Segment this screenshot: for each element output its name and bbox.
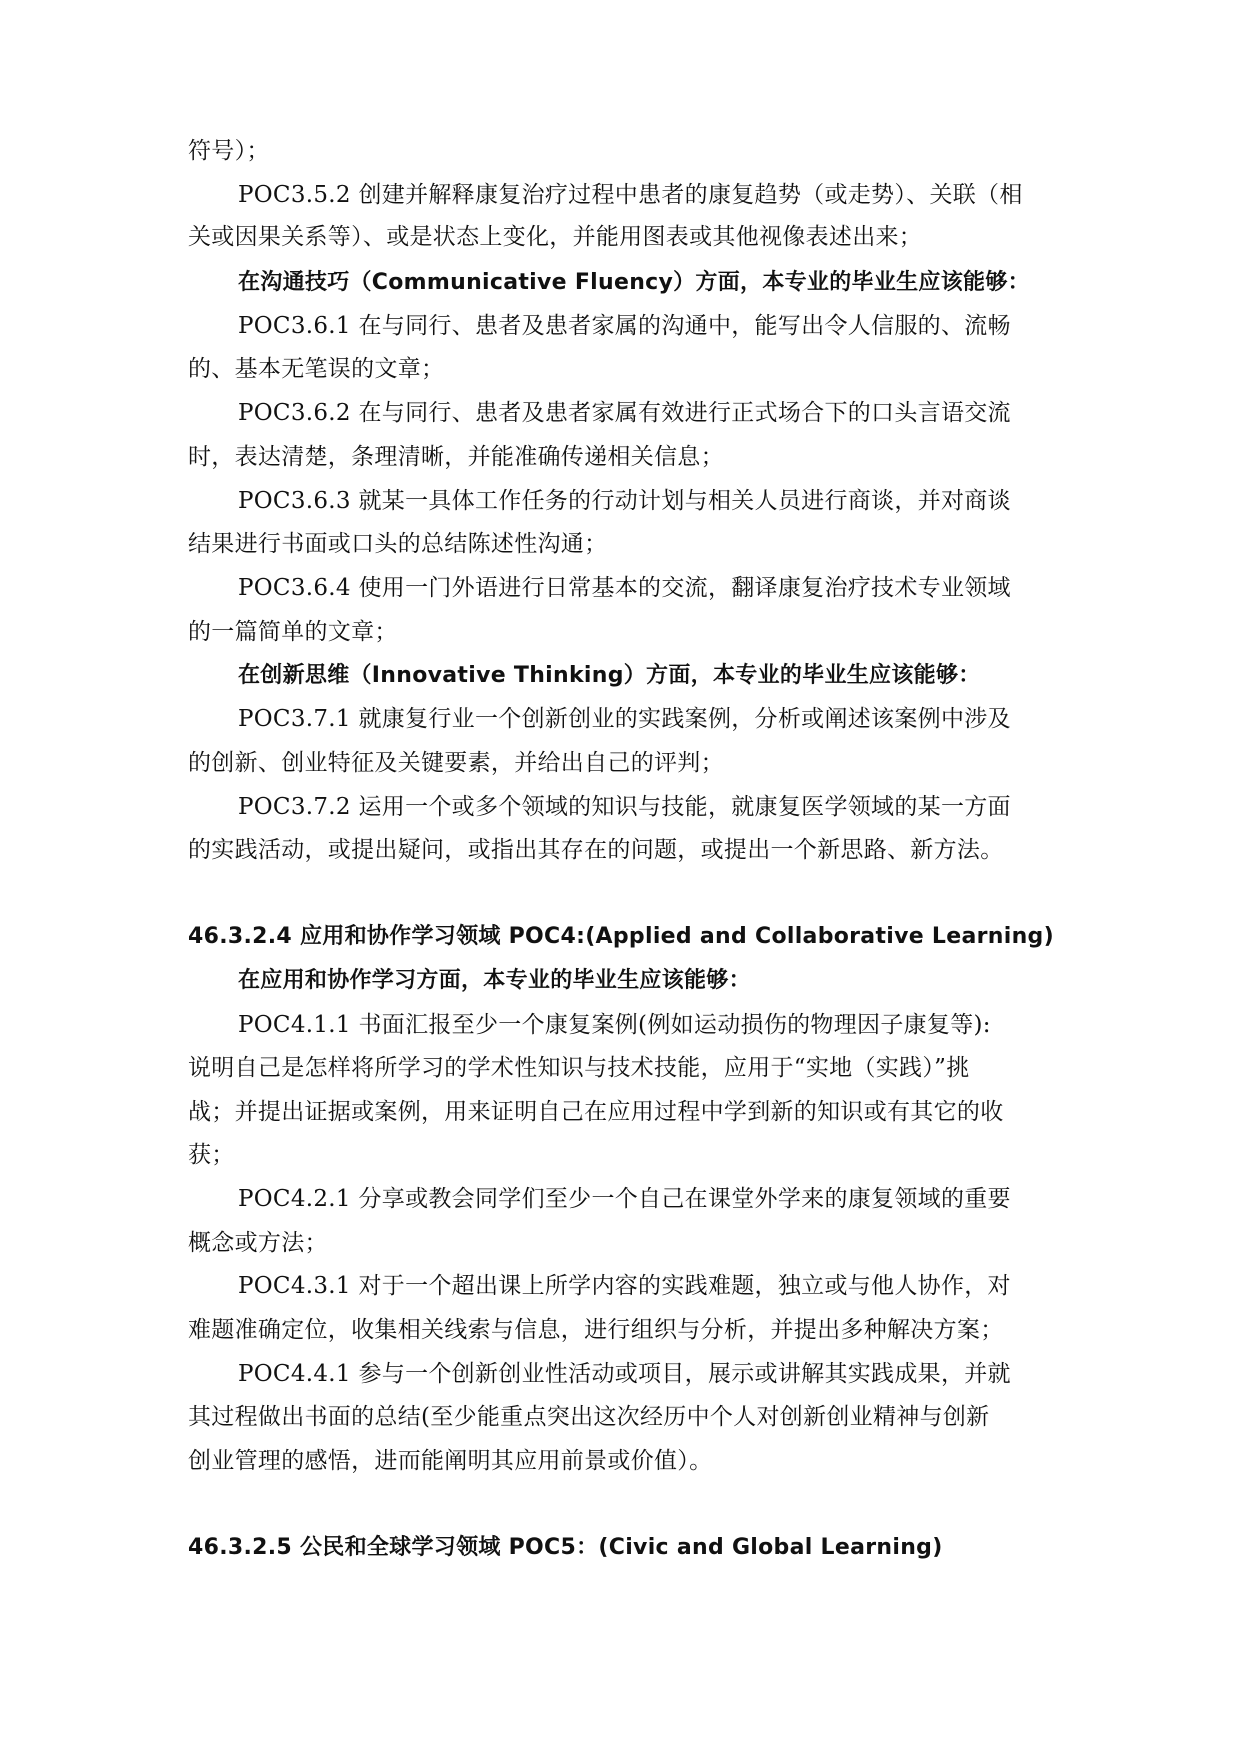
text-line: POC3.7.1 就康复行业一个创新创业的实践案例，分析或阐述该案例中涉及 [238, 706, 1011, 732]
section-heading: 46.3.2.5 公民和全球学习领域 POC5：(Civic and Global Learning) [188, 1535, 943, 1560]
text-line: 的实践活动，或提出疑问，或指出其存在的问题，或提出一个新思路、新方法。 [188, 837, 1004, 863]
text-line: 时，表达清楚，条理清晰，并能准确传递相关信息； [188, 444, 724, 470]
text-line: 的、基本无笔误的文章； [188, 356, 445, 382]
section-heading: 46.3.2.4 应用和协作学习领域 POC4:(Applied and Collaborative Learning) [188, 924, 1054, 949]
text-line: POC3.6.1 在与同行、患者及患者家属的沟通中，能写出令人信服的、流畅 [238, 313, 1011, 339]
text-line: 关或因果关系等）、或是状态上变化，并能用图表或其他视像表述出来； [188, 224, 923, 250]
text-line: 结果进行书面或口头的总结陈述性沟通； [188, 531, 608, 557]
text-line: 战；并提出证据或案例，用来证明自己在应用过程中学到新的知识或有其它的收 [188, 1099, 1004, 1125]
text-line: 的一篇简单的文章； [188, 619, 398, 645]
section-subheading: 在应用和协作学习方面，本专业的毕业生应该能够： [238, 968, 751, 993]
text-line: POC3.7.2 运用一个或多个领域的知识与技能，就康复医学领域的某一方面 [238, 794, 1011, 820]
text-line: POC3.6.3 就某一具体工作任务的行动计划与相关人员进行商谈，并对商谈 [238, 488, 1011, 514]
text-line: 其过程做出书面的总结(至少能重点突出这次经历中个人对创新创业精神与创新 [188, 1404, 990, 1430]
text-line: 说明自己是怎样将所学习的学术性知识与技术技能，应用于“实地（实践）”挑 [188, 1055, 970, 1081]
section-subheading: 在创新思维（Innovative Thinking）方面，本专业的毕业生应该能够： [238, 663, 981, 688]
text-line: 难题准确定位，收集相关线索与信息，进行组织与分析，并提出多种解决方案； [188, 1317, 1004, 1343]
text-line: 概念或方法； [188, 1230, 328, 1256]
text-line: POC4.4.1 参与一个创新创业性活动或项目，展示或讲解其实践成果，并就 [238, 1361, 1011, 1387]
text-line: POC3.6.4 使用一门外语进行日常基本的交流，翻译康复治疗技术专业领域 [238, 575, 1011, 601]
text-line: POC4.1.1 书面汇报至少一个康复案例(例如运动损伤的物理因子康复等): [238, 1012, 991, 1038]
text-line: POC3.6.2 在与同行、患者及患者家属有效进行正式场合下的口头言语交流 [238, 400, 1011, 426]
text-line: 获； [188, 1142, 235, 1168]
text-line: 创业管理的感悟，进而能阐明其应用前景或价值）。 [188, 1448, 713, 1474]
text-line: POC4.3.1 对于一个超出课上所学内容的实践难题，独立或与他人协作，对 [238, 1273, 1011, 1299]
section-subheading: 在沟通技巧（Communicative Fluency）方面，本专业的毕业生应该能够： [238, 270, 1030, 295]
text-line: POC4.2.1 分享或教会同学们至少一个自己在课堂外学来的康复领域的重要 [238, 1186, 1011, 1212]
text-line: POC3.5.2 创建并解释康复治疗过程中患者的康复趋势（或走势）、关联（相 [238, 182, 1023, 208]
text-line: 的创新、创业特征及关键要素，并给出自己的评判； [188, 750, 724, 776]
text-line: 符号）； [188, 138, 270, 164]
